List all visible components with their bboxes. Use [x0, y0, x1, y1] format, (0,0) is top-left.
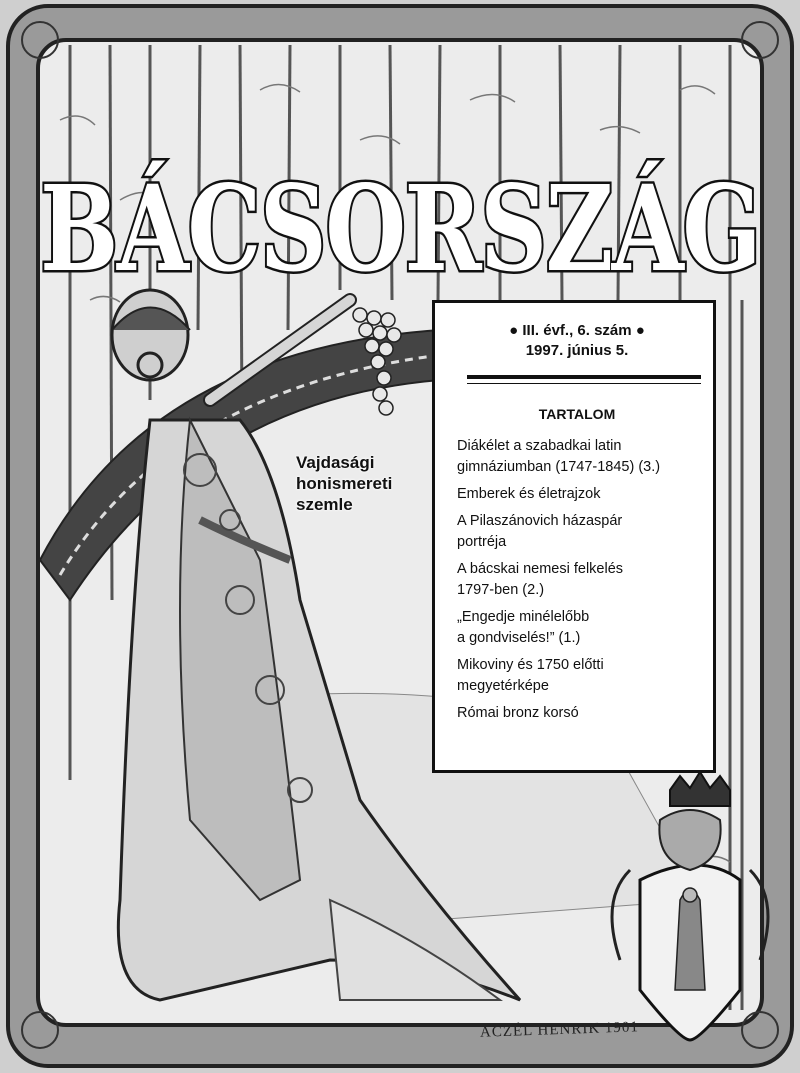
contents-item-line: Mikoviny és 1750 előtti: [457, 657, 604, 673]
contents-item: [457, 703, 697, 724]
contents-item-line: portréja: [457, 534, 507, 550]
contents-item-line: A bácskai nemesi felkelés: [457, 561, 624, 577]
issue-number: ● III. évf., 6. szám ●: [509, 322, 645, 339]
magazine-subtitle: [296, 452, 426, 515]
contents-heading: TARTALOM: [538, 406, 616, 422]
contents-item: [457, 607, 697, 649]
contents-list: [457, 436, 697, 724]
divider: [467, 375, 701, 379]
contents-item-line: gimnáziumban (1747-1845) (3.): [457, 459, 661, 475]
contents-item-line: a gondviselés!” (1.): [457, 630, 581, 646]
contents-item-line: A Pilaszánovich házaspár: [457, 513, 623, 529]
subtitle-line: honismereti: [296, 474, 393, 493]
contents-item-line: Diákélet a szabadkai latin: [457, 438, 622, 454]
divider: [467, 383, 701, 384]
contents-item-line: megyetérképe: [457, 678, 549, 694]
masthead-title: [30, 150, 770, 300]
contents-item: [457, 436, 697, 478]
issue-info: [457, 321, 697, 361]
contents-item: [457, 484, 697, 505]
contents-item: [457, 511, 697, 553]
contents-item: [457, 655, 697, 697]
title-text: BÁCSORSZÁG: [40, 159, 760, 298]
artist-signature: ACZÉL HENRIK 1901: [479, 1019, 640, 1041]
contents-item-line: „Engedje minélelőbb: [457, 609, 590, 625]
subtitle-line: Vajdasági: [296, 453, 375, 472]
issue-date: 1997. június 5.: [525, 342, 629, 359]
contents-item-line: 1797-ben (2.): [457, 582, 545, 598]
contents-item: [457, 559, 697, 601]
contents-box: [432, 300, 716, 773]
contents-item-line: Emberek és életrajzok: [457, 486, 601, 502]
subtitle-line: szemle: [296, 495, 353, 514]
contents-item-line: Római bronz korsó: [457, 705, 579, 721]
